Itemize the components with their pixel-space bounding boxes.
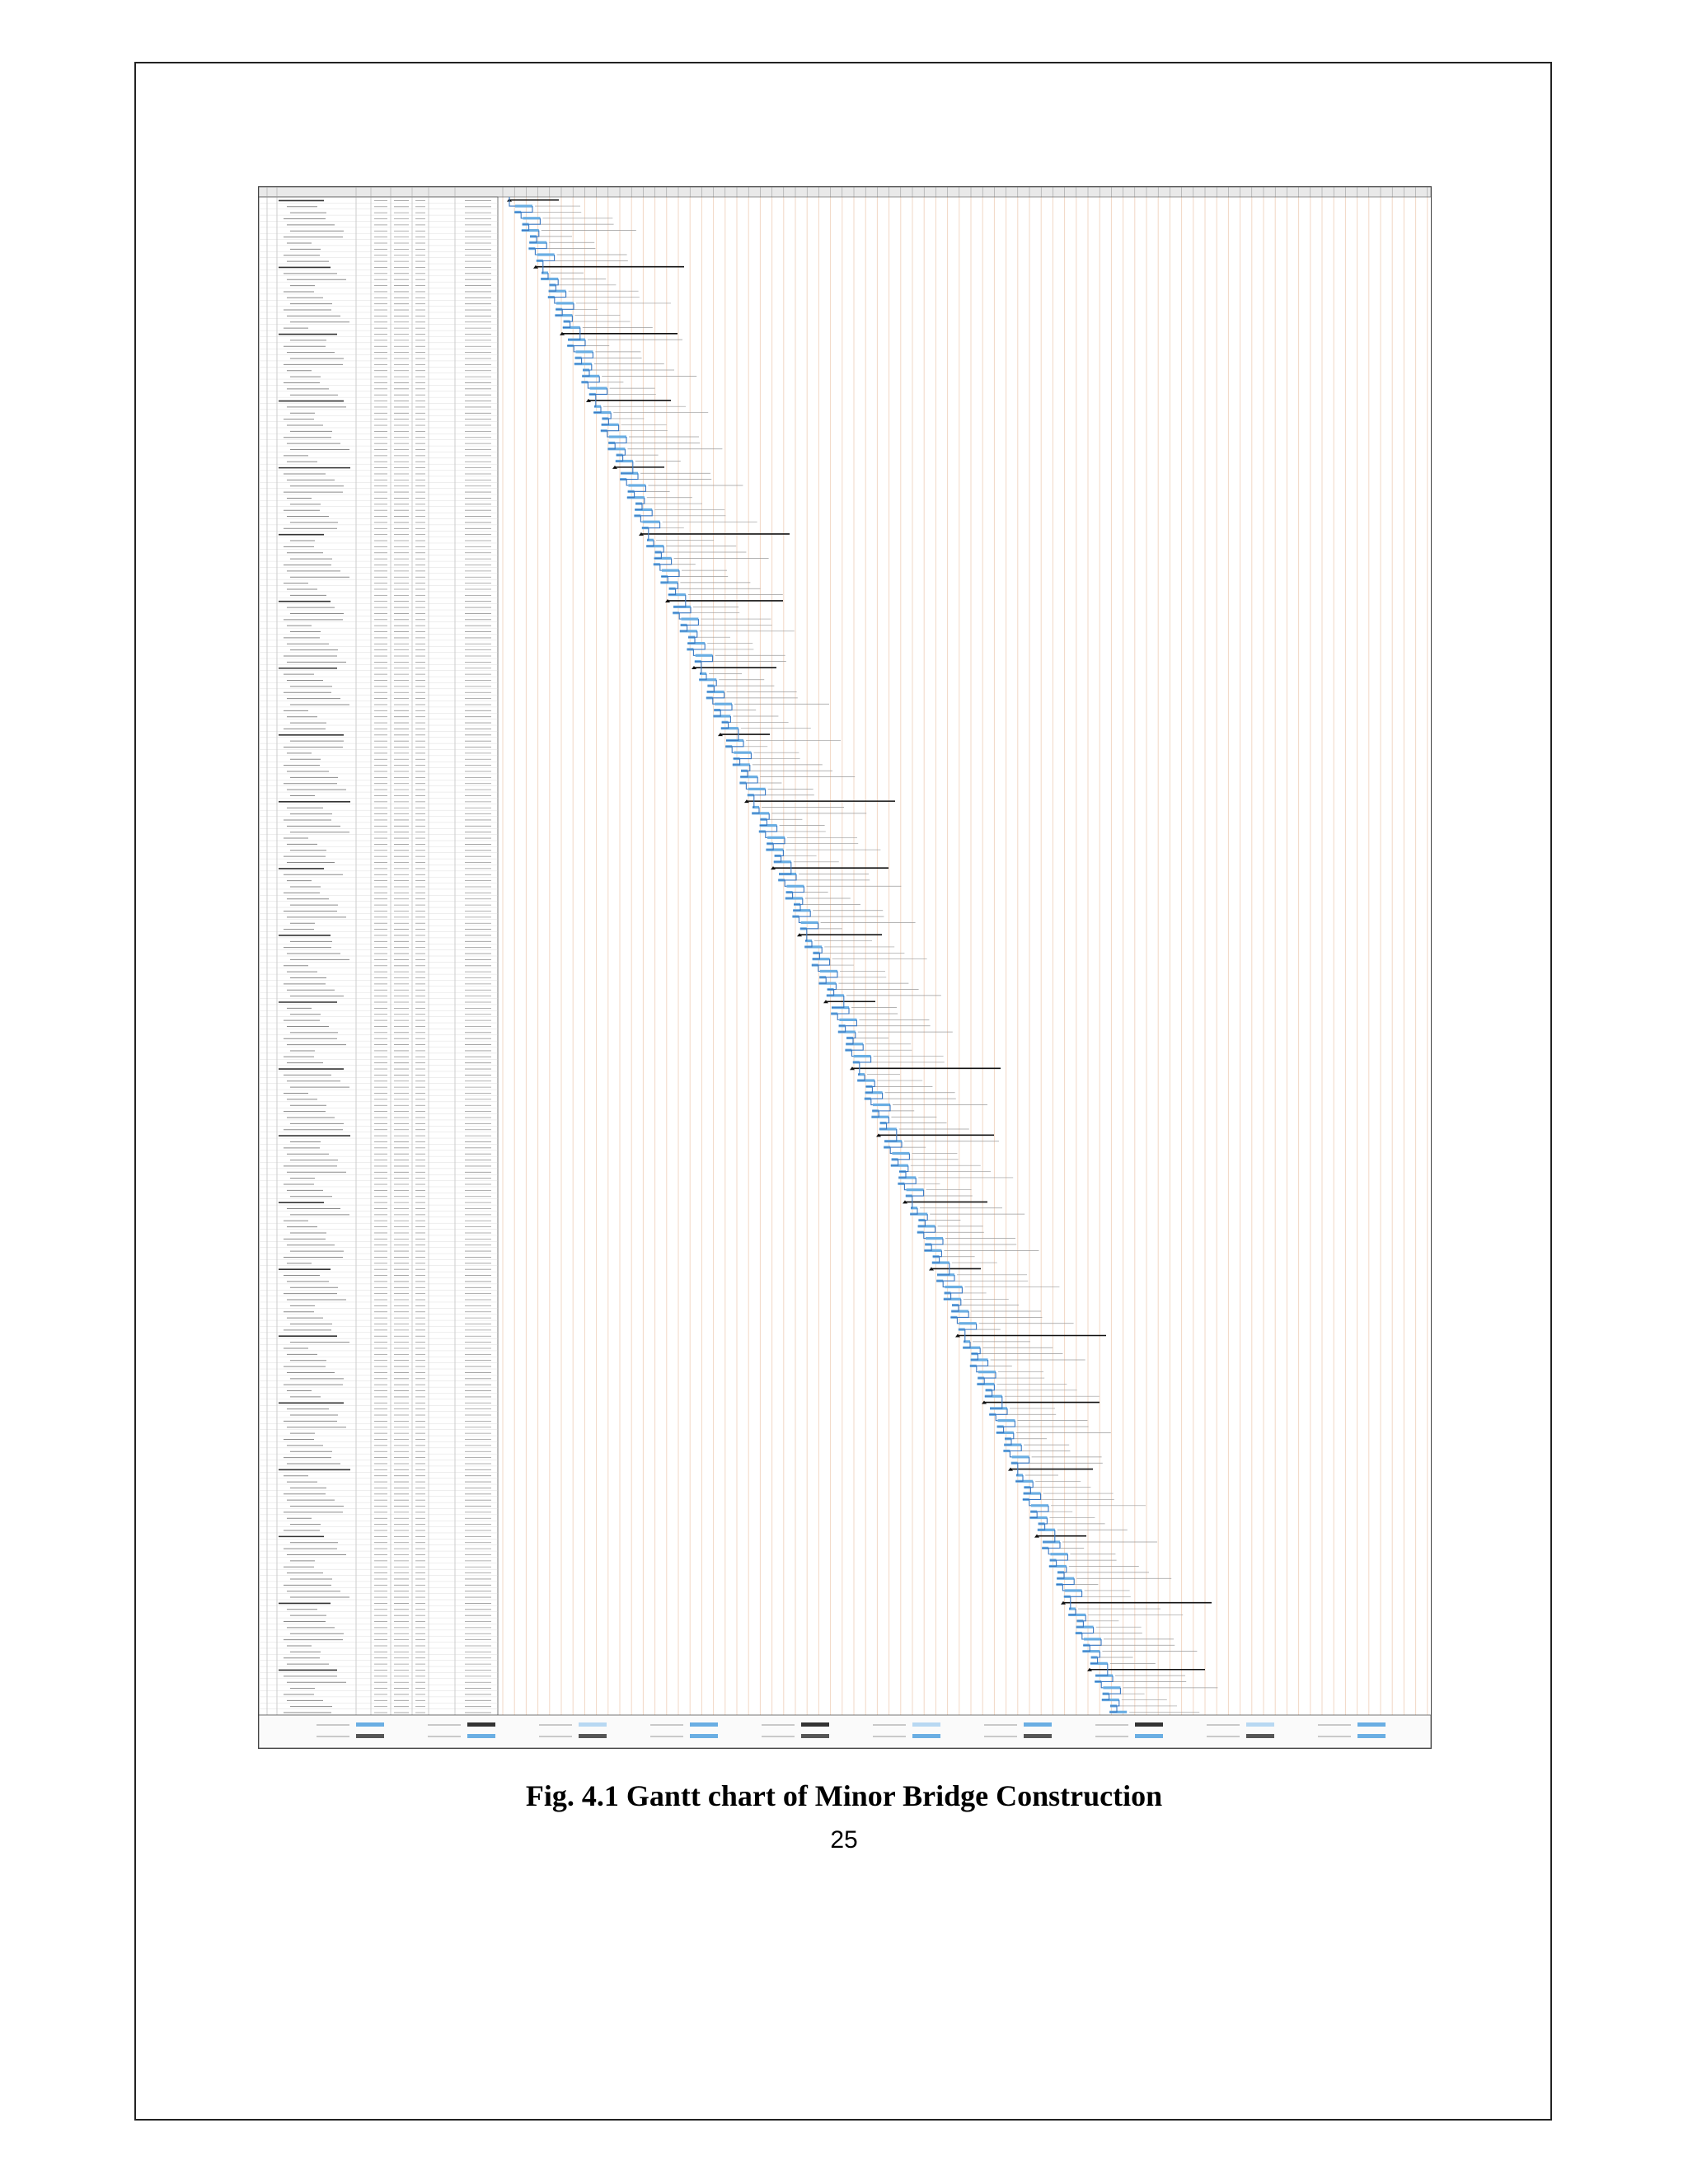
legend-swatch — [356, 1734, 384, 1738]
dependency-link — [626, 480, 628, 485]
task-bar — [839, 1019, 856, 1021]
task-bar — [609, 435, 626, 438]
gantt-legend — [259, 1715, 1431, 1748]
task-bar — [515, 204, 532, 207]
dependency-link — [660, 565, 662, 570]
legend-swatch — [1135, 1722, 1163, 1727]
task-bar — [523, 217, 540, 219]
dependency-link — [1101, 1681, 1103, 1687]
task-bar — [575, 350, 593, 353]
dependency-link — [1010, 1451, 1011, 1456]
task-bar — [997, 1419, 1015, 1422]
legend-swatch — [356, 1722, 384, 1727]
gantt-chart — [258, 186, 1432, 1749]
legend-swatch — [1357, 1722, 1386, 1727]
task-bar — [892, 1152, 909, 1155]
timescale-header — [259, 187, 1431, 197]
task-bar — [907, 1188, 924, 1191]
task-bar — [978, 1371, 996, 1373]
legend-swatch — [801, 1734, 829, 1738]
dependency-link — [521, 212, 523, 218]
legend-swatch — [1357, 1734, 1386, 1738]
task-bar — [590, 387, 607, 389]
dependency-link — [588, 382, 589, 388]
task-bar — [820, 970, 837, 972]
legend-swatch — [467, 1734, 495, 1738]
task-bar — [1012, 1455, 1029, 1458]
task-bar — [959, 1322, 977, 1324]
dependency-link — [535, 249, 537, 255]
task-bar — [873, 1104, 890, 1106]
legend-swatch — [912, 1722, 940, 1727]
dependency-link — [1048, 1548, 1050, 1554]
dependency-link — [1029, 1499, 1031, 1505]
legend-swatch — [1135, 1734, 1163, 1738]
gantt-chart-canvas — [259, 187, 1431, 1748]
task-bar — [1103, 1686, 1120, 1689]
dependency-link — [943, 1281, 945, 1286]
legend-swatch — [579, 1722, 607, 1727]
task-bar — [662, 569, 679, 572]
legend-swatch — [1024, 1734, 1052, 1738]
legend-swatch — [1246, 1722, 1274, 1727]
dependency-link — [957, 1317, 959, 1323]
dependency-link — [766, 832, 767, 837]
task-bar — [1031, 1504, 1048, 1507]
dependency-link — [679, 613, 681, 619]
legend-swatch — [467, 1722, 495, 1727]
dependency-link — [574, 346, 575, 352]
figure-caption: Fig. 4.1 Gantt chart of Minor Bridge Construction — [525, 1779, 1163, 1812]
task-bar — [854, 1055, 871, 1057]
task-bar — [767, 837, 785, 839]
legend-swatch — [912, 1734, 940, 1738]
task-bar — [1084, 1638, 1101, 1640]
dependency-link — [837, 1014, 839, 1019]
task-bar — [537, 253, 555, 255]
task-bar — [748, 788, 766, 790]
legend-swatch — [579, 1734, 607, 1738]
task-bar — [1050, 1553, 1067, 1555]
dependency-link — [693, 649, 695, 655]
task-bar — [926, 1237, 943, 1240]
dependency-link — [871, 1099, 873, 1104]
dependency-link — [785, 880, 786, 886]
task-bar — [1065, 1589, 1082, 1591]
task-bar — [696, 654, 713, 657]
dependency-link — [555, 298, 556, 303]
dependency-link — [732, 747, 734, 752]
task-bar — [945, 1286, 962, 1288]
task-bar — [556, 302, 574, 304]
legend-swatch — [1246, 1734, 1274, 1738]
task-bar — [628, 484, 645, 486]
dependency-link — [851, 1050, 853, 1056]
legend-swatch — [1024, 1722, 1052, 1727]
dependency-link — [746, 783, 748, 789]
legend-swatch — [690, 1734, 718, 1738]
dependency-link — [924, 1232, 926, 1238]
dependency-link — [977, 1366, 978, 1371]
task-bar — [801, 921, 818, 924]
legend-swatch — [801, 1722, 829, 1727]
legend-box — [259, 1715, 1431, 1748]
legend-swatch — [690, 1722, 718, 1727]
dependency-link — [1082, 1633, 1084, 1639]
task-bar — [681, 617, 698, 620]
dependency-link — [890, 1147, 892, 1153]
task-table — [259, 187, 1431, 1715]
task-bar — [786, 885, 804, 888]
task-bar — [643, 521, 660, 523]
task-bar — [715, 703, 732, 705]
dependency-link — [799, 916, 800, 922]
task-bar — [734, 752, 751, 754]
page-number: 25 — [830, 1826, 858, 1854]
dependency-link — [996, 1414, 997, 1420]
dependency-link — [904, 1183, 906, 1189]
dependency-link — [640, 516, 642, 522]
